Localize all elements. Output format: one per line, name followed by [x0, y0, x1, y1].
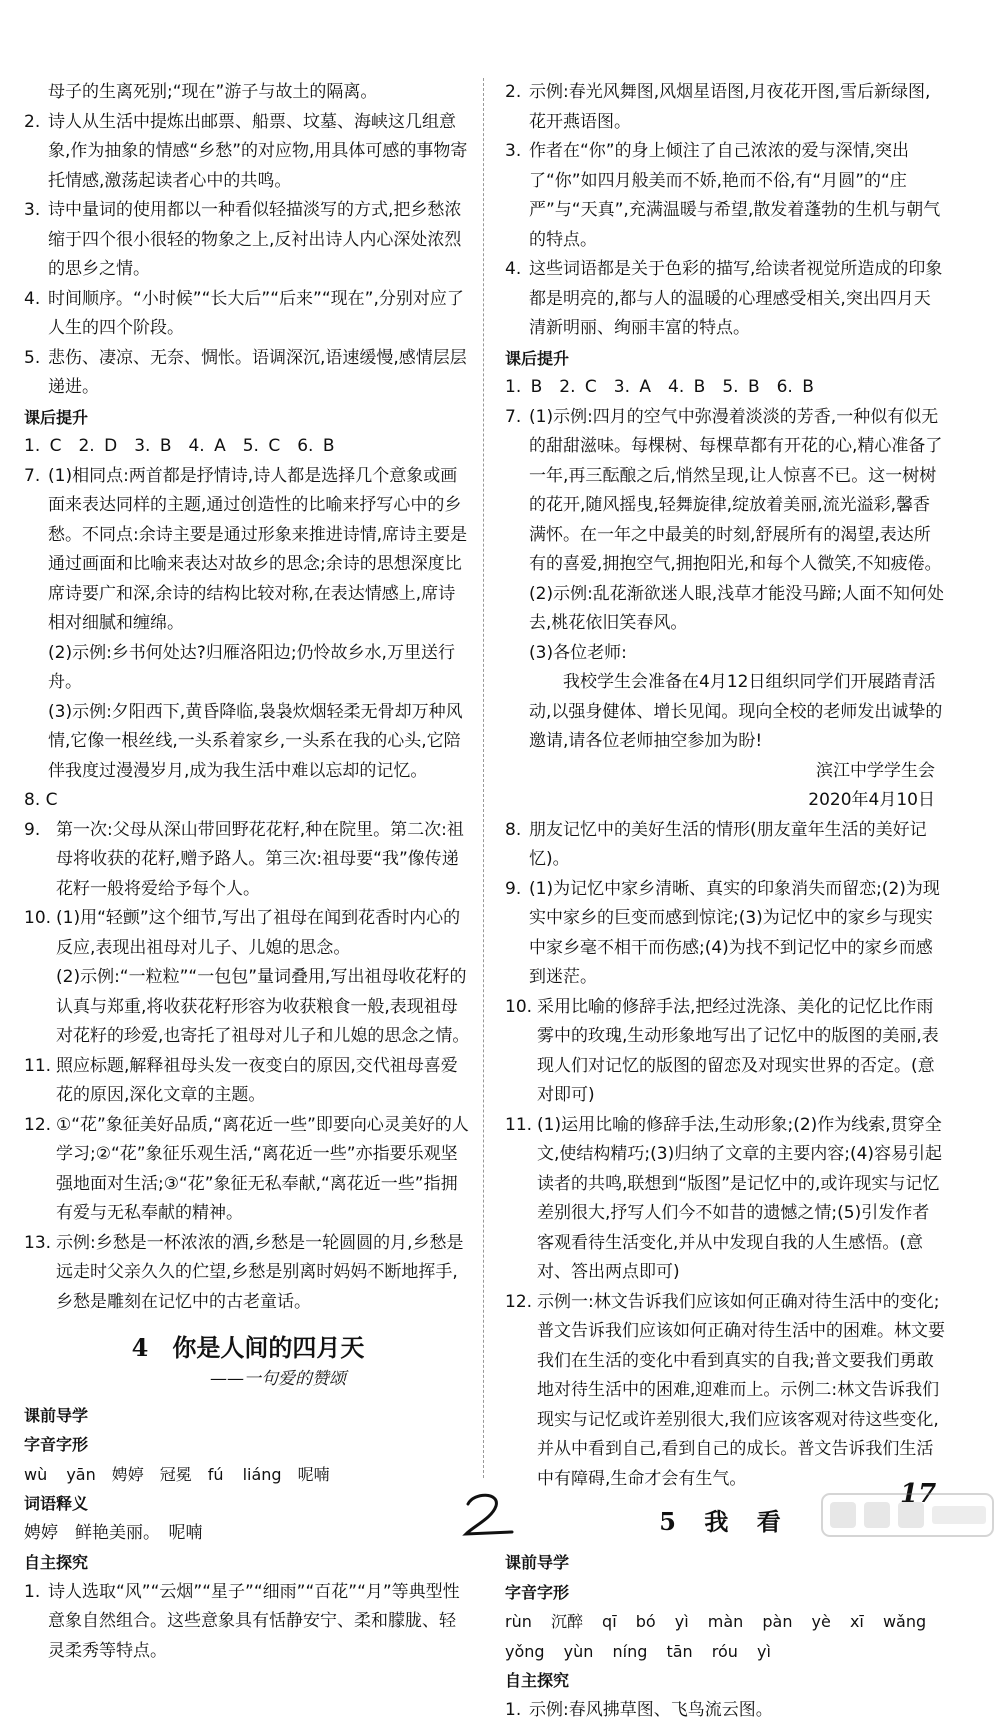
pinyin-line: yǒng yùn níng tān róu yì: [505, 1637, 945, 1667]
subsection-heading: 自主探究: [24, 1548, 472, 1578]
answer-continuation: 母子的生离死别;“现在”游子与故土的隔离。: [24, 78, 472, 108]
item-text: 这些词语都是关于色彩的描写,给读者视觉所造成的印象都是明亮的,都与人的温暖的心理感受相关,突出四月天清新明丽、绚丽丰富的特点。: [529, 259, 942, 338]
answer-item: [505, 875, 945, 993]
answer-item: [24, 108, 472, 197]
answer-item: [24, 1578, 472, 1667]
item-text: 诗中量词的使用都以一种看似轻描淡写的方式,把乡愁浓缩于四个很小很轻的物象之上,反衬出诗人内心深处浓烈的思乡之情。: [48, 200, 461, 279]
column-divider: [483, 78, 484, 1478]
answer-item-8: 8. C: [24, 786, 472, 816]
mc-answers: 1. B 2. C 3. A 4. B 5. B 6. B: [505, 373, 945, 403]
answer-item: [24, 1052, 472, 1111]
answer-item: [505, 137, 945, 255]
item-number: 7.: [24, 462, 40, 492]
answer-item: [505, 993, 945, 1111]
answer-item-7: [24, 462, 472, 787]
subsection-heading: 字音字形: [24, 1430, 472, 1460]
item-number: 8.: [505, 816, 521, 846]
item-text: 时间顺序。“小时候”“长大后”“后来”“现在”,分别对应了人生的四个阶段。: [48, 289, 464, 339]
invitation-body: 我校学生会准备在4月12日组织同学们开展踏青活动,以强身健体、增长见闻。现向全校的老师发出诚挚的邀请,请各位老师抽空参加为盼!: [529, 668, 945, 757]
mc-answers: 1. C 2. D 3. B 4. A 5. C 6. B: [24, 432, 472, 462]
item-number: 7.: [505, 403, 521, 433]
item-text: 作者在“你”的身上倾注了自己浓浓的爱与深情,突出了“你”如四月般美而不娇,艳而不俗,有“月圆”的“庄严”与“天真”,充满温暖与希望,散发着蓬勃的生机与朝气的特点。: [529, 141, 940, 250]
sub-answer: (1)相同点:两首都是抒情诗,诗人都是选择几个意象或画面来表达同样的主题,通过创造性的比喻来抒写心中的乡愁。不同点:余诗主要是通过形象来推进诗情,席诗主要是通过画面和比喻来表达对故乡的思念;余诗的思想深度比席诗要广和深,余诗的结构比较对称,在表达情感上,席诗相对细腻和缠绵。: [48, 462, 472, 639]
item-number: 1.: [24, 1578, 40, 1608]
sub-answer: (2)示例:“一粒粒”“一包包”量词叠用,写出祖母收花籽的认真与郑重,将收获花籽形容为收获粮食一般,表现祖母对花籽的珍爱,也寄托了祖母对儿子和儿媳的思念之情。: [24, 963, 472, 1052]
item-text: 示例:乡愁是一杯浓浓的酒,乡愁是一轮圆圆的月,乡愁是远走时父亲久久的伫望,乡愁是别离时妈妈不断地挥手,乡愁是雕刻在记忆中的古老童话。: [56, 1233, 464, 1312]
item-number: 11.: [24, 1052, 51, 1082]
answer-item: [505, 816, 945, 875]
sub-answer: (2)示例:乡书何处达?归雁洛阳边;仍怜故乡水,万里送行舟。: [48, 639, 472, 698]
item-text: 悲伤、凄凉、无奈、惆怅。语调深沉,语速缓慢,感情层层递进。: [48, 348, 467, 398]
answer-item: [505, 1696, 945, 1725]
subsection-heading: 自主探究: [505, 1666, 945, 1696]
section-heading: 课后提升: [24, 403, 472, 433]
item-number: 3.: [24, 196, 40, 226]
sub-answer: (1)示例:四月的空气中弥漫着淡淡的芳香,一种似有似无的甜甜滋味。每棵树、每棵草都有开花的心,精心准备了一年,再三酝酿之后,悄然呈现,让人惊喜不已。这一树树的花开,随风摇曳,轻舞旋律,绽放着美丽,流光溢彩,馨香满怀。在一年之中最美的时刻,舒展所有的渴望,表达所有的喜爱,拥抱空气,拥抱阳光,和每个人微笑,不知疲倦。: [529, 403, 945, 580]
item-number: 4.: [505, 255, 521, 285]
subsection-heading: 字音字形: [505, 1578, 945, 1608]
section-heading: 课前导学: [24, 1401, 472, 1431]
sub-answer: (2)示例:乱花渐欲迷人眼,浅草才能没马蹄;人面不知何处去,桃花依旧笑春风。: [529, 580, 945, 639]
answer-list-a: [24, 108, 472, 403]
lesson-5-title: 5 我 看: [505, 1502, 945, 1542]
item-number: 2.: [24, 108, 40, 138]
item-number: 5.: [24, 344, 40, 374]
invitation-signature: 滨江中学学生会: [529, 757, 945, 787]
sub-answer: (3)示例:夕阳西下,黄昏降临,袅袅炊烟轻柔无骨却万种风情,它像一根丝线,一头系着家乡,一头系在我的心头,它陪伴我度过漫漫岁月,成为我生活中难以忘却的记忆。: [48, 698, 472, 787]
item-number: 3.: [505, 137, 521, 167]
answer-item: [505, 78, 945, 137]
answer-item: [24, 816, 472, 905]
word-meaning-line: 娉婷 鲜艳美丽。 呢喃: [24, 1519, 472, 1549]
item-number: 2.: [505, 78, 521, 108]
item-number: 9.: [505, 875, 521, 905]
item-text: (1)运用比喻的修辞手法,生动形象;(2)作为线索,贯穿全文,使结构精巧;(3)归纳了文章的主要内容;(4)容易引起读者的共鸣,联想到“版图”是记忆中的,或许现实与记忆差别很大,抒写人们今不如昔的遗憾之情;(5)引发作者客观看待生活变化,并从中发现自我的人生感悟。(意对、答出两点即可): [537, 1115, 942, 1283]
lesson-4-title: 4 你是人间的四月天: [24, 1331, 472, 1365]
item-text: 照应标题,解释祖母头发一夜变白的原因,交代祖母喜爱花的原因,深化文章的主题。: [56, 1056, 458, 1106]
item-number: 10.: [505, 993, 532, 1023]
answer-item: [505, 255, 945, 344]
item-number: 1.: [505, 1696, 521, 1725]
lesson-4-subtitle: ——一句爱的赞颂: [24, 1365, 472, 1395]
item-text: 诗人从生活中提炼出邮票、船票、坟墓、海峡这几组意象,作为抽象的情感“乡愁”的对应物,用具体可感的事物寄托情感,激荡起读者心中的共鸣。: [48, 112, 467, 191]
answer-item: [24, 196, 472, 285]
invitation-date: 2020年4月10日: [529, 786, 945, 816]
item-number: 12.: [505, 1288, 532, 1318]
item-text: 采用比喻的修辞手法,把经过洗涤、美化的记忆比作雨雾中的玫瑰,生动形象地写出了记忆中的版图的美丽,表现人们对记忆的版图的留恋及对现实世界的否定。(意对即可): [537, 997, 939, 1106]
section-heading: 课前导学: [505, 1548, 945, 1578]
item-text: (1)为记忆中家乡清晰、真实的印象消失而留恋;(2)为现实中家乡的巨变而感到惊诧;(3)为记忆中的家乡与现实中家乡毫不相干而伤感;(4)为找不到记忆中的家乡而感到迷茫。: [529, 879, 940, 988]
answer-item: [24, 285, 472, 344]
item-number: 10.: [24, 904, 51, 934]
subsection-heading: 词语释义: [24, 1489, 472, 1519]
pinyin-line: wù yān 娉婷 冠冕 fú liáng 呢喃: [24, 1460, 472, 1490]
answer-item: [24, 344, 472, 403]
answer-item: [24, 1111, 472, 1229]
item-number: 11.: [505, 1111, 532, 1141]
answer-item: [24, 1229, 472, 1318]
item-number: 9.: [24, 816, 40, 846]
item-number: 4.: [24, 285, 40, 315]
item-text: ①“花”象征美好品质,“离花近一些”即要向心灵美好的人学习;②“花”象征乐观生活,“离花近一些”亦指要乐观坚强地面对生活;③“花”象征无私奉献,“离花近一些”指拥有爱与无私奉献的精神。: [56, 1115, 469, 1224]
left-column: [24, 78, 472, 1666]
right-column: [505, 78, 945, 1725]
section-heading: 课后提升: [505, 344, 945, 374]
pinyin-line: rùn 沉醉 qī bó yì màn pàn yè xī wǎng: [505, 1607, 945, 1637]
item-number: 13.: [24, 1229, 51, 1259]
page-number: 17: [900, 1480, 936, 1510]
item-text: 示例:春风拂草图、飞鸟流云图。: [529, 1700, 773, 1720]
item-number: 12.: [24, 1111, 51, 1141]
answer-item: [24, 904, 472, 963]
answer-item: [505, 1288, 945, 1495]
sub-answer: (3)各位老师:: [529, 639, 945, 669]
answer-item: [505, 1111, 945, 1288]
item-text: 朋友记忆中的美好生活的情形(朋友童年生活的美好记忆)。: [529, 820, 927, 870]
item-text: 第一次:父母从深山带回野花花籽,种在院里。第二次:祖母将收获的花籽,赠予路人。第三次:祖母要“我”像传递花籽一般将爱给予每个人。: [56, 820, 464, 899]
answer-item-7: [505, 403, 945, 816]
handwritten-mark: [460, 1490, 520, 1540]
item-text: (1)用“轻颤”这个细节,写出了祖母在闻到花香时内心的反应,表现出祖母对儿子、儿媳的思念。: [56, 908, 460, 958]
item-text: 示例:春光风舞图,风烟星语图,月夜花开图,雪后新绿图,花开燕语图。: [529, 82, 930, 132]
item-text: 诗人选取“风”“云烟”“星子”“细雨”“百花”“月”等典型性意象自然组合。这些意象具有恬静安宁、柔和朦胧、轻灵柔秀等特点。: [48, 1582, 460, 1661]
item-text: 示例一:林文告诉我们应该如何正确对待生活中的变化;普文告诉我们应该如何正确对待生活中的困难。林文要我们在生活的变化中看到真实的自我;普文要我们勇敢地对待生活中的困难,迎难而上。示例二:林文告诉我们现实与记忆或许差别很大,我们应该客观对待这些变化,并从中看到自己,看到自己的成长。普文告诉我们生活中有障碍,生命才会有生气。: [537, 1292, 945, 1489]
